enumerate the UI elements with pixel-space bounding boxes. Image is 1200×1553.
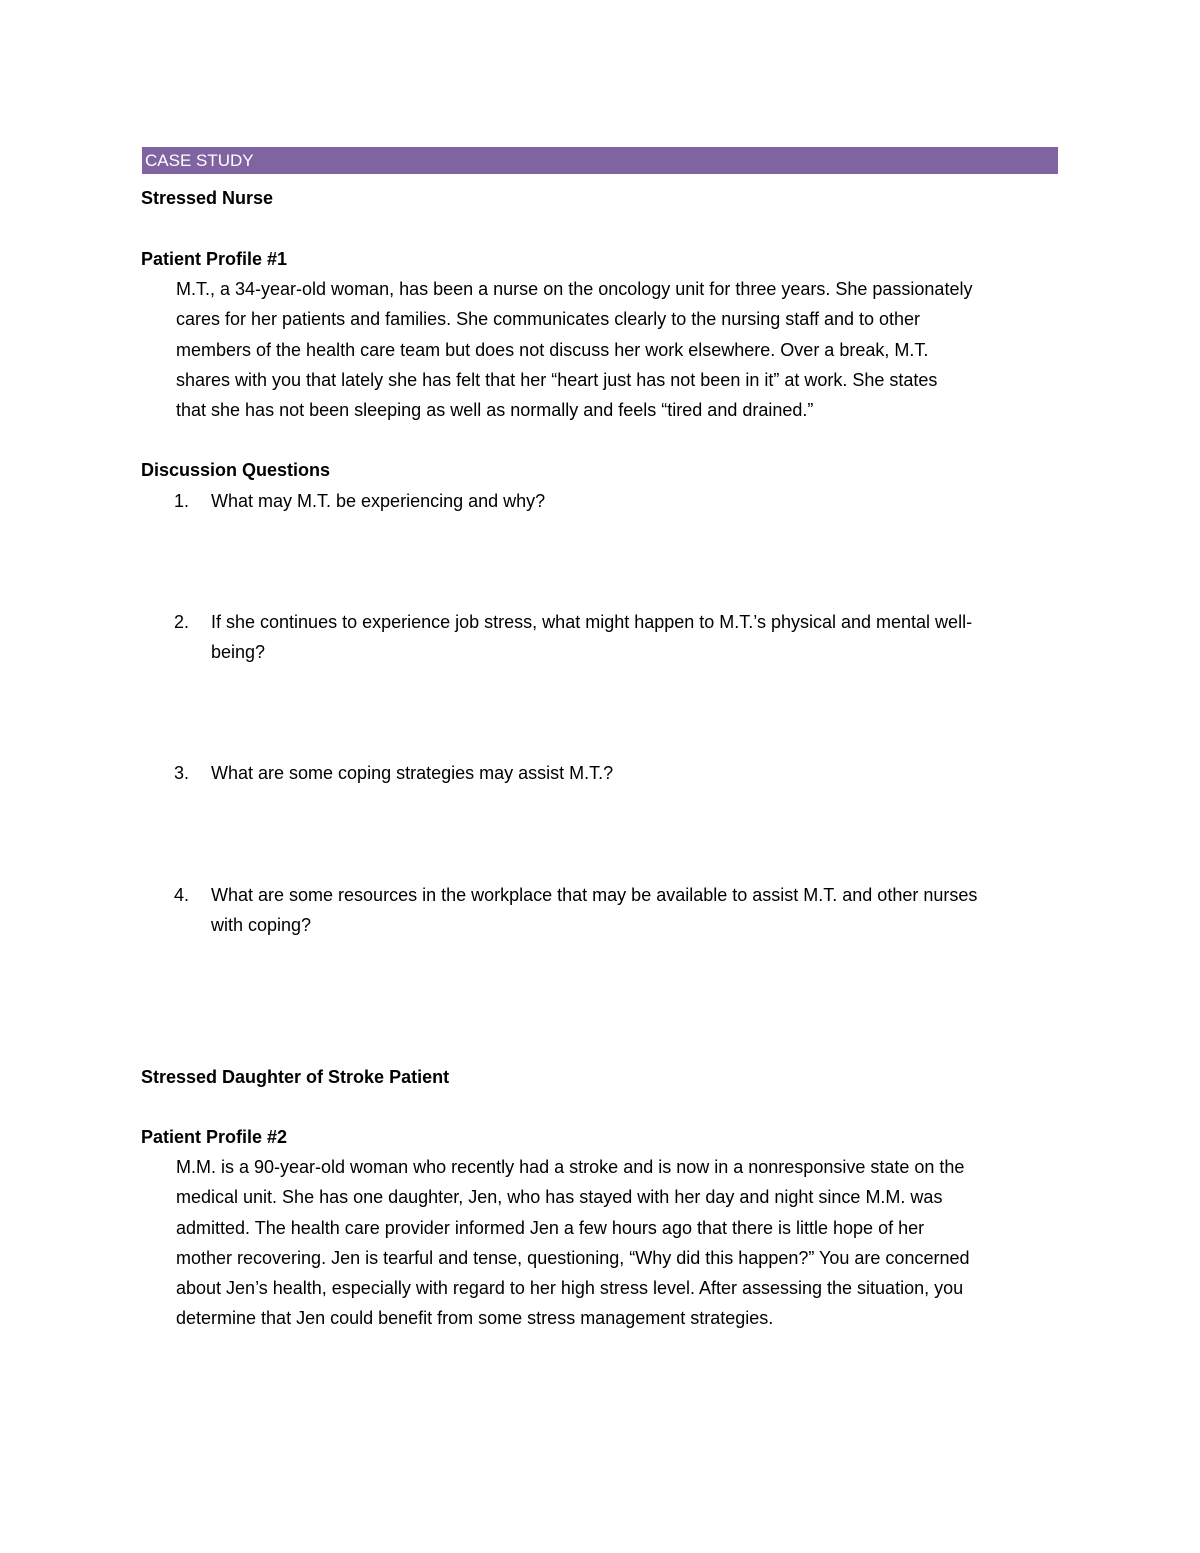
question-text xyxy=(211,880,1056,941)
question-line: What may M.T. be experiencing and why? xyxy=(211,491,546,511)
paragraph-line: shares with you that lately she has felt that her “heart just has not been in it” at work. She states xyxy=(176,369,938,390)
question-number: 1. xyxy=(174,491,190,511)
question-text xyxy=(211,607,1056,668)
question-text xyxy=(211,758,1056,788)
question-text xyxy=(211,486,1056,516)
paragraph-line: members of the health care team but does not discuss her work elsewhere. Over a break, M.T. xyxy=(176,339,929,360)
paragraph-line: medical unit. She has one daughter, Jen, who has stayed with her day and night since M.M. was xyxy=(176,1187,943,1208)
discussion-questions-heading: Discussion Questions xyxy=(141,460,331,480)
section2-profile-heading: Patient Profile #2 xyxy=(141,1127,288,1147)
paragraph-line: M.M. is a 90-year-old woman who recently had a stroke and is now in a nonresponsive state on the xyxy=(176,1157,965,1177)
question-number: 2. xyxy=(174,612,190,632)
section1-title: Stressed Nurse xyxy=(141,188,274,208)
question-line: with coping? xyxy=(211,915,312,936)
section2-title: Stressed Daughter of Stroke Patient xyxy=(141,1067,450,1087)
paragraph-line: about Jen’s health, especially with regard to her high stress level. After assessing the situation, you xyxy=(176,1278,964,1299)
banner-label: CASE STUDY xyxy=(145,151,254,170)
case-study-banner xyxy=(142,147,1058,174)
question-line: What are some coping strategies may assist M.T.? xyxy=(211,763,614,783)
paragraph-line: cares for her patients and families. She communicates clearly to the nursing staff and to other xyxy=(176,309,921,330)
section2-profile-paragraph xyxy=(176,1152,1056,1334)
paragraph-line: M.T., a 34-year-old woman, has been a nurse on the oncology unit for three years. She passionately xyxy=(176,279,973,299)
section1-profile-paragraph xyxy=(176,274,1056,425)
paragraph-line: determine that Jen could benefit from some stress management strategies. xyxy=(176,1308,774,1329)
question-line: What are some resources in the workplace that may be available to assist M.T. and other nurses xyxy=(211,885,978,905)
question-line: being? xyxy=(211,642,266,663)
question-number: 3. xyxy=(174,763,190,783)
paragraph-line: admitted. The health care provider informed Jen a few hours ago that there is little hope of her xyxy=(176,1217,925,1238)
section1-profile-heading: Patient Profile #1 xyxy=(141,249,288,269)
paragraph-line: that she has not been sleeping as well as normally and feels “tired and drained.” xyxy=(176,400,814,421)
paragraph-line: mother recovering. Jen is tearful and tense, questioning, “Why did this happen?” You are concerned xyxy=(176,1247,970,1268)
question-number: 4. xyxy=(174,885,190,905)
question-line: If she continues to experience job stress, what might happen to M.T.’s physical and mental well- xyxy=(211,612,973,632)
